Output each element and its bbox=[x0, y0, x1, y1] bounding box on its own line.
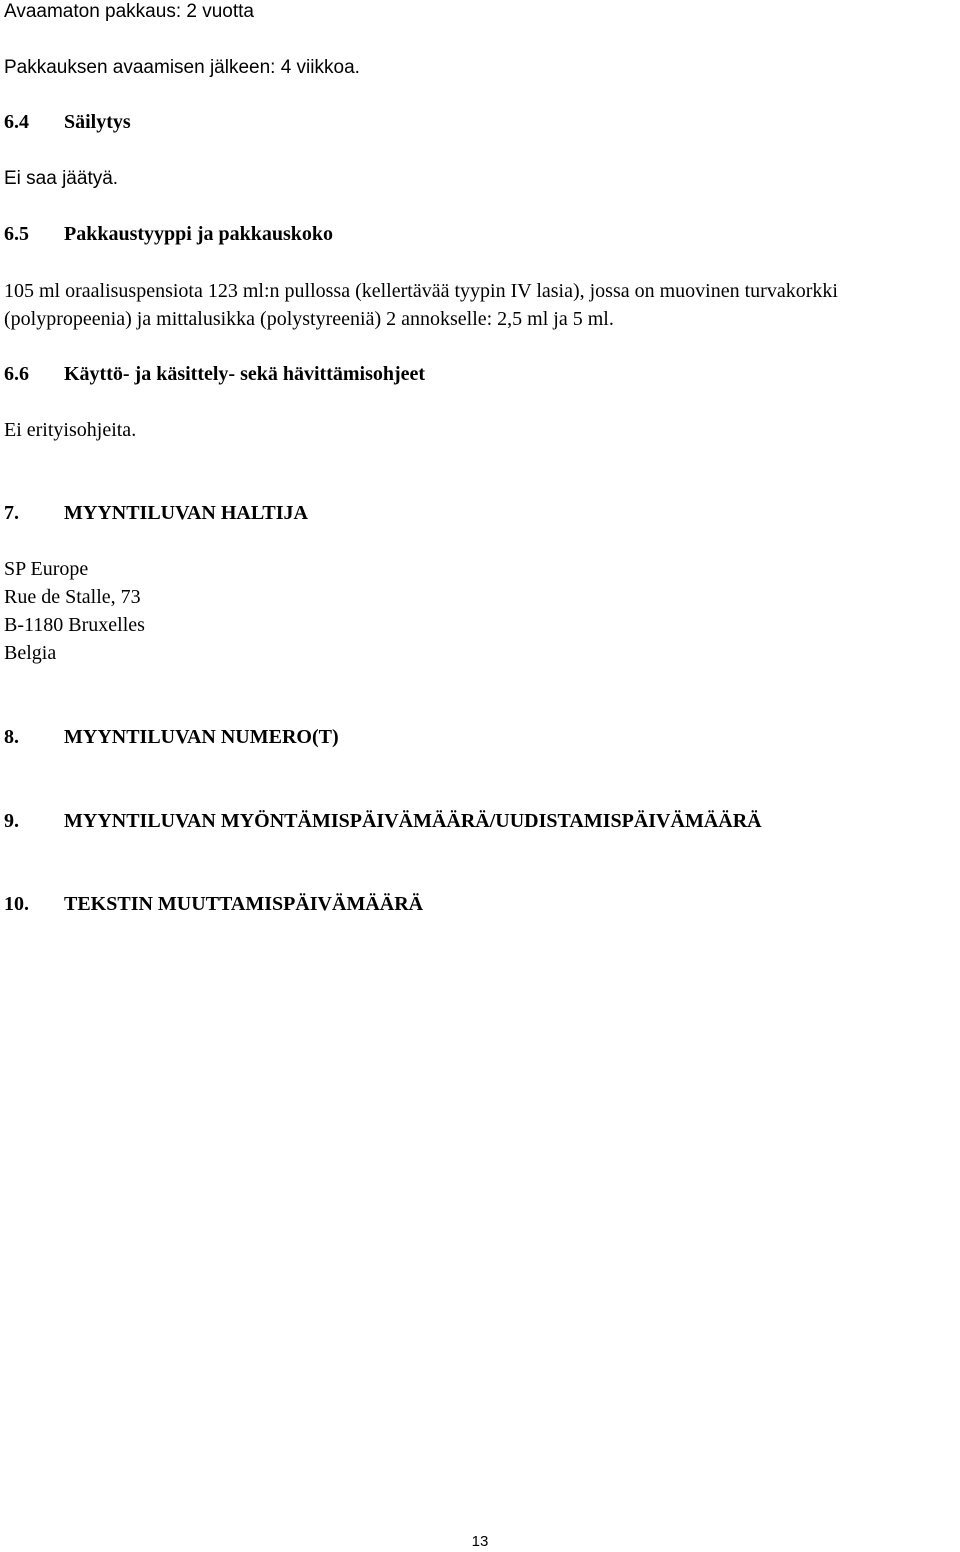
section-7-heading bbox=[4, 501, 308, 525]
section-title: MYYNTILUVAN MYÖNTÄMISPÄIVÄMÄÄRÄ/UUDISTAMISPÄIVÄMÄÄRÄ bbox=[64, 810, 762, 832]
address-line: Rue de Stalle, 73 bbox=[4, 586, 141, 608]
section-6-4-heading bbox=[4, 110, 131, 134]
section-title: MYYNTILUVAN HALTIJA bbox=[64, 502, 308, 524]
section-8-heading bbox=[4, 725, 339, 749]
section-title: MYYNTILUVAN NUMERO(T) bbox=[64, 726, 339, 748]
section-title: Käyttö- ja käsittely- sekä hävittämisohjeet bbox=[64, 363, 426, 385]
section-title: Säilytys bbox=[64, 111, 131, 133]
section-number: 10. bbox=[4, 893, 29, 915]
address-line: B-1180 Bruxelles bbox=[4, 614, 145, 636]
address-line: SP Europe bbox=[4, 558, 89, 580]
section-6-5-text-line2: (polypropeenia) ja mittalusikka (polystyreeniä) 2 annokselle: 2,5 ml ja 5 ml. bbox=[4, 308, 614, 330]
section-6-4-text: Ei saa jäätyä. bbox=[4, 168, 119, 189]
section-6-5-text-line1: 105 ml oraalisuspensiota 123 ml:n pullossa (kellertävää tyypin IV lasia), jossa on muovinen turvakorkki bbox=[4, 280, 838, 302]
section-number: 6.5 bbox=[4, 223, 29, 245]
section-number: 7. bbox=[4, 502, 19, 524]
section-9-heading bbox=[4, 809, 762, 833]
section-10-heading bbox=[4, 892, 423, 916]
address-line: Belgia bbox=[4, 642, 57, 664]
section-number: 9. bbox=[4, 810, 19, 832]
section-number: 8. bbox=[4, 726, 19, 748]
shelf-life-unopened: Avaamaton pakkaus: 2 vuotta bbox=[4, 1, 254, 22]
section-6-5-heading bbox=[4, 222, 333, 246]
shelf-life-after-opening: Pakkauksen avaamisen jälkeen: 4 viikkoa. bbox=[4, 57, 360, 78]
section-6-6-text: Ei erityisohjeita. bbox=[4, 419, 137, 441]
section-title: Pakkaustyyppi ja pakkauskoko bbox=[64, 223, 334, 245]
section-number: 6.4 bbox=[4, 111, 29, 133]
page-number: 13 bbox=[471, 1533, 489, 1550]
section-6-6-heading bbox=[4, 362, 425, 386]
section-number: 6.6 bbox=[4, 363, 29, 385]
section-title: TEKSTIN MUUTTAMISPÄIVÄMÄÄRÄ bbox=[64, 893, 424, 915]
